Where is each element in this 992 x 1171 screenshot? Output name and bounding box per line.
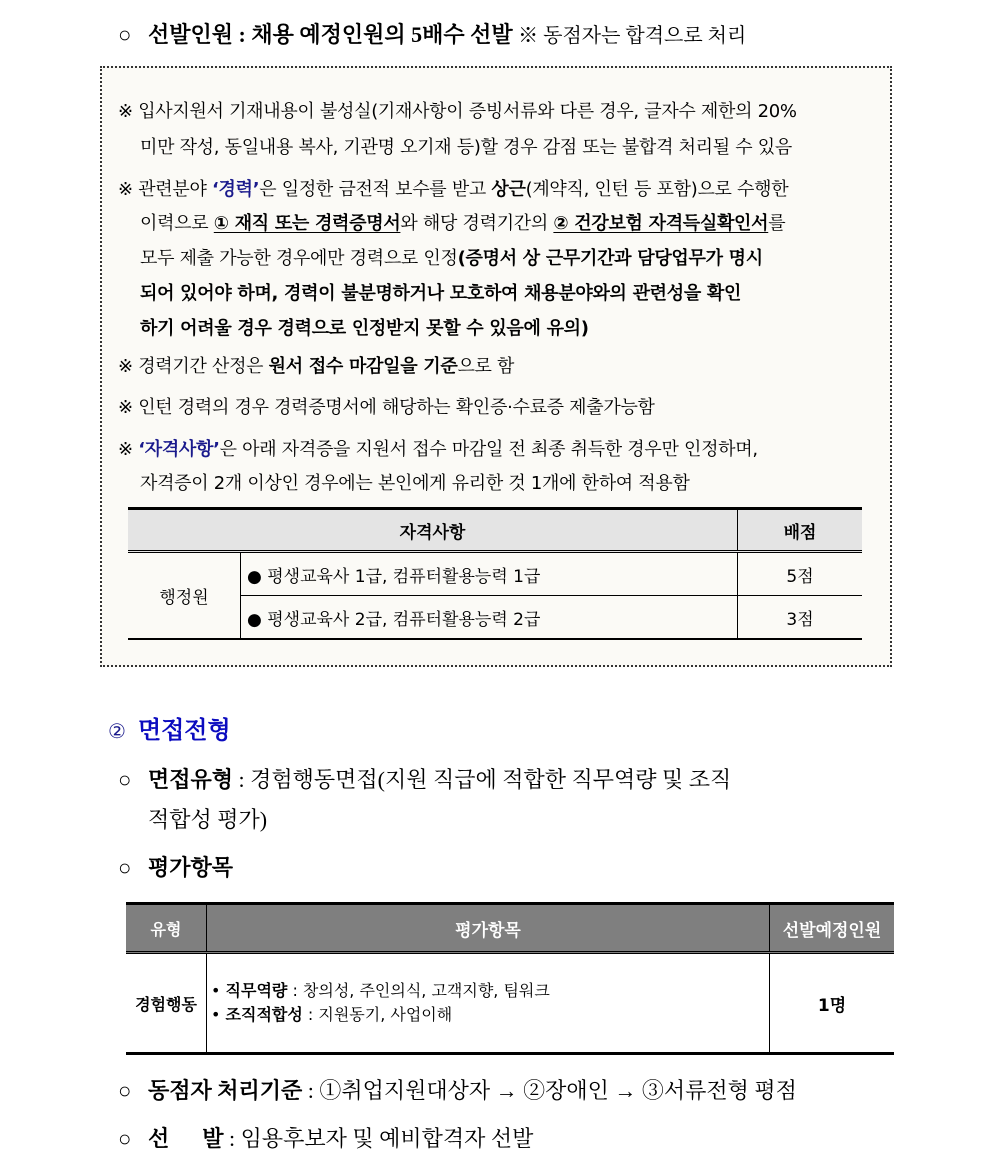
notice-3-prefix: ※ 경력기간 산정은 — [118, 356, 269, 377]
interview-type-value: 경험행동면접(지원 직급에 적합한 직무역량 및 조직 — [250, 767, 732, 792]
notice-1-line-1: ※ 입사지원서 기재내용이 불성실(기재사항이 증빙서류와 다른 경우, 글자수 제한의 20% — [118, 101, 797, 122]
evaluation-table — [126, 902, 894, 1055]
notice-2-line-4: 되어 있어야 하며, 경력이 불분명하거나 모호하여 채용분야와의 관련성을 확인 — [140, 283, 742, 304]
notice-5-text: 은 아래 자격증을 지원서 접수 마감일 전 최종 취득한 경우만 인정하며, — [219, 439, 758, 460]
notice-2-prefix: ※ 관련분야 — [118, 179, 212, 200]
eval-item-value: 창의성, 주인의식, 고객지향, 팀워크 — [302, 981, 550, 1000]
tiebreak-value: ①취업지원대상자 → ②장애인 → ③서류전형 평점 — [319, 1078, 797, 1103]
selection-count-label: 선발인원 — [148, 22, 234, 47]
circle-bullet-icon: ○ — [118, 1078, 132, 1103]
header-eval-items: 평가항목 — [207, 904, 770, 953]
section-number: ② — [108, 719, 126, 743]
section-title-interview — [108, 710, 231, 745]
qualification-score: 3점 — [738, 596, 863, 640]
header-score: 배점 — [738, 509, 863, 552]
notice-3-bold: 원서 접수 마감일을 기준 — [268, 356, 458, 377]
selection-value: 임용후보자 및 예비합격자 선발 — [240, 1126, 534, 1151]
selection-label: 선 발 — [148, 1126, 224, 1151]
circle-bullet-icon: ○ — [118, 1126, 132, 1151]
notice-2-line-3-bold: (증명서 상 근무기간과 담당업무가 명시 — [457, 248, 763, 269]
selection-count-line — [118, 18, 746, 49]
notice-2-line-2-text-2: 와 해당 경력기간의 — [400, 213, 554, 234]
separator: : — [287, 981, 303, 1000]
notice-2-line-2-text: 이력으로 — [140, 213, 214, 234]
separator: : — [302, 1078, 320, 1103]
qualification-table-header — [128, 509, 862, 552]
eval-items-heading — [118, 851, 233, 882]
notice-2-line-3-text: 모두 제출 가능한 경우에만 경력으로 인정 — [140, 248, 458, 269]
notice-3-suffix: 으로 함 — [457, 356, 515, 377]
separator: : — [223, 1126, 241, 1151]
separator: : — [302, 1005, 319, 1024]
interview-type-line-2: 적합성 평가) — [148, 807, 268, 832]
separator: : — [233, 767, 251, 792]
group-label: 행정원 — [128, 552, 241, 640]
eval-item — [211, 979, 768, 1003]
qualification-score: 5점 — [738, 552, 863, 596]
notice-2-line-5: 하기 어려울 경우 경력으로 인정받지 못할 수 있음에 유의) — [140, 318, 589, 339]
circle-bullet-icon: ○ — [118, 855, 132, 880]
eval-item-label: 직무역량 — [225, 981, 288, 1000]
table-row — [128, 552, 862, 596]
table-row — [126, 953, 894, 1054]
eval-item-value: 지원동기, 사업이해 — [318, 1005, 453, 1024]
notice-2-line-2 — [140, 209, 785, 235]
interview-type-label: 면접유형 — [148, 767, 234, 792]
notice-2-text-2: (계약직, 인턴 등 포함)으로 수행한 — [525, 179, 789, 200]
notice-2-line-3 — [140, 244, 763, 270]
notice-1-line-2: 미만 작성, 동일내용 복사, 기관명 오기재 등)할 경우 감점 또는 불합격 처리될 수 있음 — [140, 137, 792, 158]
qualification-table — [128, 507, 862, 640]
dot-bullet-icon: • — [211, 981, 221, 1000]
notice-2-line-1 — [118, 175, 788, 201]
selection-line — [118, 1122, 533, 1153]
header-planned-count: 선발예정인원 — [770, 904, 895, 953]
qualification-item: ● 평생교육사 1급, 컴퓨터활용능력 1급 — [241, 552, 738, 596]
notice-4: ※ 인턴 경력의 경우 경력증명서에 해당하는 확인증·수료증 제출가능함 — [118, 397, 655, 418]
qualification-item: ● 평생교육사 2급, 컴퓨터활용능력 2급 — [241, 596, 738, 640]
eval-item-label: 조직적합성 — [225, 1005, 303, 1024]
selection-count-value: 채용 예정인원의 5배수 선발 — [251, 22, 513, 47]
tiebreak-line — [118, 1074, 797, 1105]
employment-certificate-underlined: ① 재직 또는 경력증명서 — [213, 213, 401, 234]
separator: : — [238, 22, 246, 47]
eval-item — [211, 1003, 768, 1027]
tiebreak-label: 동점자 처리기준 — [148, 1078, 303, 1103]
evaluation-table-header — [126, 904, 894, 953]
tie-note: ※ 동점자는 합격으로 처리 — [518, 25, 747, 47]
eval-type: 경험행동 — [126, 953, 207, 1054]
eval-items-label: 평가항목 — [148, 855, 234, 880]
notice-5-line-2: 자격증이 2개 이상인 경우에는 본인에게 유리한 것 1개에 한하여 적용함 — [140, 473, 690, 494]
qualification-highlight: ‘자격사항’ — [138, 439, 220, 460]
circle-bullet-icon: ○ — [118, 767, 132, 792]
career-highlight: ‘경력’ — [211, 179, 260, 200]
notice-2-text: 은 일정한 금전적 보수를 받고 — [259, 179, 492, 200]
notice-2-line-2-text-3: 를 — [768, 213, 786, 234]
section-title-text: 면접전형 — [137, 716, 231, 744]
interview-type-line-1 — [118, 763, 731, 794]
notice-3 — [118, 352, 514, 378]
eval-items-cell — [207, 953, 770, 1054]
dot-bullet-icon: • — [211, 1005, 221, 1024]
notice-5-prefix: ※ — [118, 439, 139, 460]
fulltime-bold: 상근 — [491, 179, 526, 200]
circle-bullet-icon: ○ — [118, 22, 132, 47]
planned-count: 1명 — [770, 953, 895, 1054]
header-qualification: 자격사항 — [128, 509, 738, 552]
header-type: 유형 — [126, 904, 207, 953]
notice-5-line-1 — [118, 435, 758, 461]
insurance-certificate-underlined: ② 건강보험 자격득실확인서 — [553, 213, 769, 234]
